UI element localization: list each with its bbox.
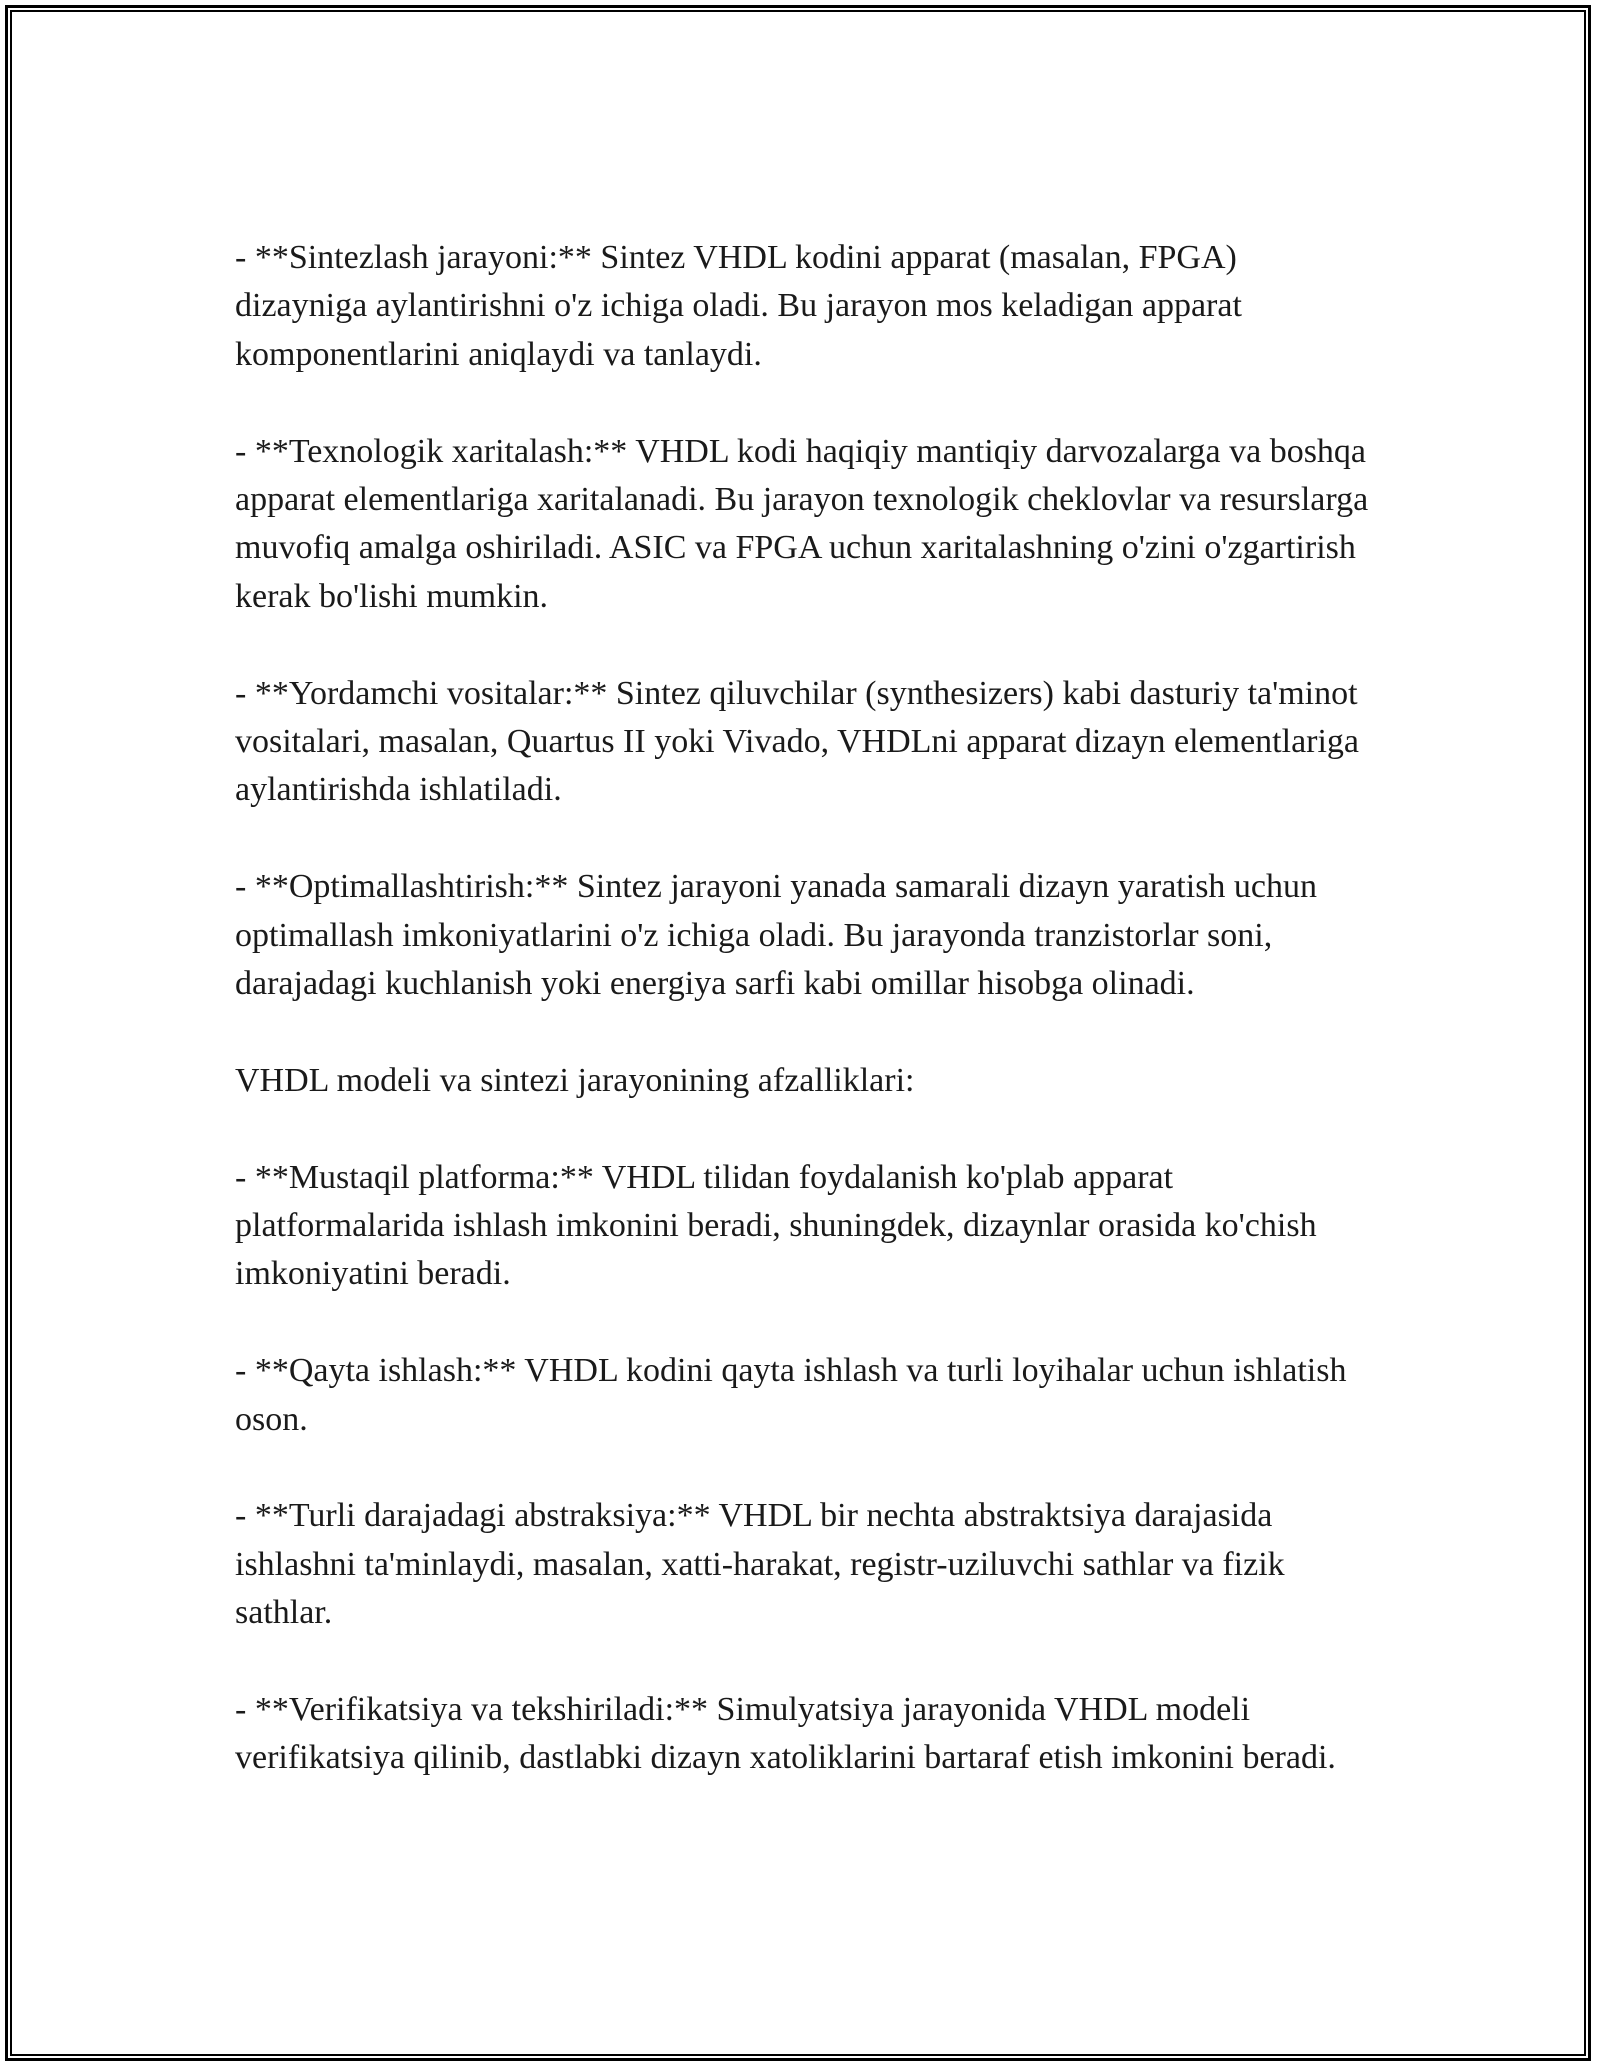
paragraph-verification: - **Verifikatsiya va tekshiriladi:** Simulyatsiya jarayonida VHDL modeli verifikatsiya qilinib, dastlabki dizayn xatoliklarini bartaraf etish imkonini beradi. [235,1691,1336,1777]
paragraph-synthesis-process: - **Sintezlash jarayoni:** Sintez VHDL kodini apparat (masalan, FPGA) dizayniga aylantirishni o'z ichiga oladi. Bu jarayon mos keladigan apparat komponentlarini aniqlaydi va tanlaydi. [235,239,1242,373]
paragraph-reuse: - **Qayta ishlash:** VHDL kodini qayta ishlash va turli loyihalar uchun ishlatish oson. [235,1352,1347,1438]
paragraph-advantages-heading: VHDL modeli va sintezi jarayonining afzalliklari: [235,1061,915,1099]
document-body [235,234,1370,1831]
paragraph-platform-independent: - **Mustaqil platforma:** VHDL tilidan foydalanish ko'plab apparat platformalarida ishlash imkonini beradi, shuningdek, dizaynlar orasida ko'chish imkoniyatini beradi. [235,1158,1317,1293]
paragraph-optimization: - **Optimallashtirish:** Sintez jarayoni yanada samarali dizayn yaratish uchun optimallash imkoniyatlarini o'z ichiga oladi. Bu jarayonda tranzistorlar soni, darajadagi kuchlanish yoki energiya sarfi kabi omillar hisobga olinadi. [235,868,1318,1003]
paragraph-technology-mapping: - **Texnologik xaritalash:** VHDL kodi haqiqiy mantiqiy darvozalarga va boshqa apparat elementlariga xaritalanadi. Bu jarayon texnologik cheklovlar va resurslarga muvofiq amalga oshiriladi. ASIC va FPGA uchun xaritalashning o'zini o'zgartirish kerak bo'lishi mumkin. [235,432,1369,615]
paragraph-abstraction-levels: - **Turli darajadagi abstraksiya:** VHDL bir nechta abstraktsiya darajasida ishlashni ta'minlaydi, masalan, xatti-harakat, registr-uziluvchi sathlar va fizik sathlar. [235,1497,1285,1632]
paragraph-auxiliary-tools: - **Yordamchi vositalar:** Sintez qiluvchilar (synthesizers) kabi dasturiy ta'minot vositalari, masalan, Quartus II yoki Vivado, VHDLni apparat dizayn elementlariga aylantirishda ishlatiladi. [235,674,1360,809]
